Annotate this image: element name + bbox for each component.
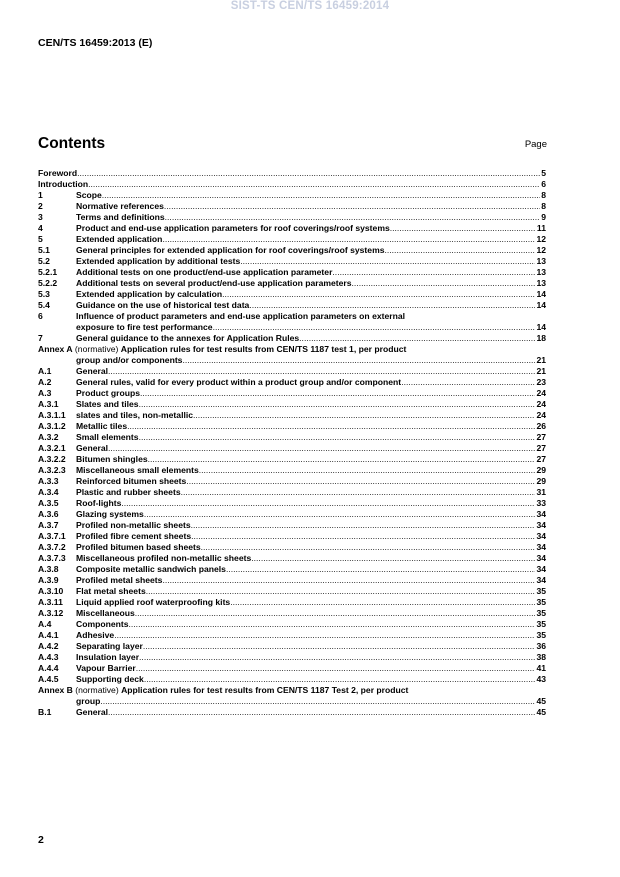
toc-entry-number: A.4.5 <box>38 674 59 684</box>
toc-entry-number: A.2 <box>38 377 52 387</box>
toc-leader-dots <box>144 509 536 520</box>
toc-leader-dots <box>77 168 540 179</box>
toc-leader-dots <box>108 366 535 377</box>
toc-entry-number: A.3.3 <box>38 476 59 486</box>
toc-entry-number: 5.2 <box>38 256 50 266</box>
toc-leader-dots <box>199 465 536 476</box>
toc-entry-page: 29 <box>536 465 546 475</box>
page-title: Contents <box>38 135 106 152</box>
toc-entry-page: 35 <box>536 630 546 640</box>
toc-entry-number: A.3.10 <box>38 586 64 596</box>
toc-entry[interactable] <box>38 476 546 487</box>
toc-entry[interactable] <box>38 663 546 674</box>
toc-entry[interactable] <box>38 564 546 575</box>
toc-leader-dots <box>249 300 535 311</box>
toc-entry-number: 2 <box>38 201 43 211</box>
toc-entry-number: 5 <box>38 234 43 244</box>
toc-entry-title: Guidance on the use of historical test data <box>76 300 250 310</box>
toc-entry[interactable] <box>38 190 546 201</box>
toc-entry-number: A.3.6 <box>38 509 59 519</box>
toc-leader-dots <box>182 355 535 366</box>
toc-leader-dots <box>162 234 535 245</box>
toc-entry-title: Scope <box>76 190 102 200</box>
toc-entry[interactable] <box>38 300 546 311</box>
toc-leader-dots <box>222 289 535 300</box>
page-column-label: Page <box>524 139 547 150</box>
toc-entry[interactable] <box>38 245 546 256</box>
toc-entry[interactable] <box>38 223 546 234</box>
toc-entry[interactable] <box>38 388 546 399</box>
toc-entry-number: A.3.7.2 <box>38 542 66 552</box>
toc-leader-dots <box>191 531 535 542</box>
toc-leader-dots <box>186 476 535 487</box>
toc-entry-title: Product groups <box>76 388 140 398</box>
toc-entry-page: 35 <box>536 608 546 618</box>
toc-entry-title: Extended application <box>76 234 163 244</box>
toc-entry[interactable] <box>38 179 546 190</box>
toc-entry-title: Plastic and rubber sheets <box>76 487 181 497</box>
toc-entry-normative: (normative) <box>72 685 122 695</box>
toc-entry-page: 45 <box>536 696 546 706</box>
toc-entry[interactable] <box>38 289 546 300</box>
toc-entry-title: Introduction <box>38 179 89 189</box>
toc-entry-number: A.3.7.3 <box>38 553 66 563</box>
toc-entry-title: Supporting deck <box>76 674 144 684</box>
toc-entry[interactable] <box>38 201 546 212</box>
toc-entry-normative: (normative) <box>72 344 121 354</box>
toc-entry-page: 14 <box>536 322 546 332</box>
toc-entry-title: Profiled bitumen based sheets <box>76 542 201 552</box>
toc-leader-dots <box>299 333 535 344</box>
toc-entry-title: General rules, valid for every product within a product group and/or component <box>76 377 402 387</box>
toc-entry-number: Annex A <box>38 344 73 354</box>
toc-entry-title: Insulation layer <box>76 652 140 662</box>
toc-leader-dots <box>143 641 536 652</box>
toc-entry-title: Slates and tiles <box>76 399 139 409</box>
toc-entry-title: Terms and definitions <box>76 212 165 222</box>
toc-entry-page: 27 <box>536 443 546 453</box>
toc-entry-number: A.3.9 <box>38 575 59 585</box>
toc-entry-number: A.3.4 <box>38 487 59 497</box>
toc-leader-dots <box>100 696 535 707</box>
toc-entry-number: A.3.2.2 <box>38 454 66 464</box>
toc-entry[interactable] <box>38 652 546 663</box>
toc-entry-page: 33 <box>536 498 546 508</box>
toc-entry-title: group <box>76 696 101 706</box>
toc-entry-page: 26 <box>536 421 546 431</box>
toc-entry-title: Normative references <box>76 201 164 211</box>
toc-entry-page: 8 <box>541 190 546 200</box>
toc-entry-title: Vapour Barrier <box>76 663 136 673</box>
toc-entry[interactable] <box>38 542 546 553</box>
toc-entry-title: Miscellaneous small elements <box>76 465 199 475</box>
toc-leader-dots <box>251 553 535 564</box>
toc-leader-dots <box>165 212 541 223</box>
toc-entry-number: 5.4 <box>38 300 50 310</box>
toc-entry-number: 3 <box>38 212 43 222</box>
toc-entry[interactable] <box>38 707 546 718</box>
toc-entry-title: Reinforced bitumen sheets <box>76 476 187 486</box>
toc-entry-page: 45 <box>536 707 546 717</box>
toc-entry-title: Profiled metal sheets <box>76 575 163 585</box>
toc-entry[interactable] <box>38 509 546 520</box>
watermark: SIST-TS CEN/TS 16459:2014 <box>230 0 390 12</box>
toc-leader-dots <box>108 707 535 718</box>
toc-entry-title: Adhesive <box>76 630 115 640</box>
toc-leader-dots <box>226 564 535 575</box>
toc-entry-page: 6 <box>541 179 546 189</box>
toc-entry[interactable] <box>38 410 546 421</box>
toc-leader-dots <box>139 432 536 443</box>
toc-entry-title: Bitumen shingles <box>76 454 148 464</box>
toc-entry-title: Additional tests on several product/end-use application parameters <box>76 278 352 288</box>
toc-entry-title: Product and end-use application parameters for roof coverings/roof systems <box>76 223 390 233</box>
toc-entry[interactable] <box>38 498 546 509</box>
toc-entry[interactable] <box>38 311 546 333</box>
toc-leader-dots <box>201 542 536 553</box>
toc-entry-page: 18 <box>536 333 546 343</box>
toc-entry-number: A.4.1 <box>38 630 59 640</box>
toc-entry-title: Extended application by calculation <box>76 289 223 299</box>
toc-entry-title: Glazing systems <box>76 509 144 519</box>
toc-entry-title-line1: Application rules for test results from CEN/TS 1187 Test 2, per product <box>121 685 409 695</box>
toc-entry-number: 5.3 <box>38 289 50 299</box>
toc-leader-dots <box>162 575 535 586</box>
toc-entry-number: 5.2.2 <box>38 278 58 288</box>
toc-entry-title: General principles for extended application for roof coverings/roof systems <box>76 245 385 255</box>
toc-entry-page: 27 <box>536 432 546 442</box>
toc-entry-number: 5.1 <box>38 245 50 255</box>
toc-entry-title-line1: Influence of product parameters and end-use application parameters on external <box>76 311 406 321</box>
toc-entry-page: 8 <box>541 201 546 211</box>
toc-entry[interactable] <box>38 531 546 542</box>
toc-entry-number: A.3.2 <box>38 432 59 442</box>
toc-leader-dots <box>181 487 536 498</box>
toc-entry[interactable] <box>38 608 546 619</box>
toc-entry-number: 5.2.1 <box>38 267 58 277</box>
toc-entry-title: Foreword <box>38 168 78 178</box>
toc-leader-dots <box>352 278 536 289</box>
toc-entry-number: A.4.4 <box>38 663 59 673</box>
toc-entry-number: 6 <box>38 311 43 321</box>
toc-entry-page: 38 <box>536 652 546 662</box>
toc-entry-page: 34 <box>536 531 546 541</box>
toc-leader-dots <box>230 597 535 608</box>
toc-entry-page: 13 <box>536 278 546 288</box>
toc-entry[interactable] <box>38 212 546 223</box>
toc-entry-title: Profiled non-metallic sheets <box>76 520 191 530</box>
toc-entry[interactable] <box>38 630 546 641</box>
toc-entry-page: 9 <box>541 212 546 222</box>
toc-entry[interactable] <box>38 454 546 465</box>
toc-entry[interactable] <box>38 465 546 476</box>
toc-entry-title: Miscellaneous profiled non-metallic sheets <box>76 553 252 563</box>
toc-leader-dots <box>144 674 536 685</box>
toc-entry-page: 35 <box>536 586 546 596</box>
table-of-contents <box>38 168 546 718</box>
toc-entry[interactable] <box>38 685 546 707</box>
toc-entry-page: 24 <box>536 399 546 409</box>
toc-leader-dots <box>129 619 536 630</box>
toc-leader-dots <box>213 322 536 333</box>
toc-entry-page: 34 <box>536 564 546 574</box>
toc-entry-page: 24 <box>536 410 546 420</box>
toc-entry-number: A.3.2.1 <box>38 443 66 453</box>
toc-entry-number: A.3.1.1 <box>38 410 66 420</box>
toc-leader-dots <box>135 608 536 619</box>
toc-leader-dots <box>88 179 540 190</box>
toc-leader-dots <box>191 520 536 531</box>
toc-entry-number: A.4.2 <box>38 641 59 651</box>
toc-entry[interactable] <box>38 619 546 630</box>
toc-entry[interactable] <box>38 421 546 432</box>
toc-entry-title: Profiled fibre cement sheets <box>76 531 192 541</box>
toc-entry-page: 21 <box>536 355 546 365</box>
toc-entry[interactable] <box>38 168 546 179</box>
toc-entry-title: Flat metal sheets <box>76 586 146 596</box>
toc-entry-page: 13 <box>536 256 546 266</box>
toc-entry-title: Additional tests on one product/end-use application parameter <box>76 267 333 277</box>
toc-entry-title: exposure to fire test performance <box>76 322 213 332</box>
toc-entry-number: A.3.12 <box>38 608 64 618</box>
toc-entry[interactable] <box>38 575 546 586</box>
toc-entry-page: 41 <box>536 663 546 673</box>
toc-entry-page: 43 <box>536 674 546 684</box>
toc-entry[interactable] <box>38 256 546 267</box>
toc-entry-number: 7 <box>38 333 43 343</box>
toc-entry-page: 34 <box>536 553 546 563</box>
toc-leader-dots <box>146 586 536 597</box>
toc-entry-page: 36 <box>536 641 546 651</box>
toc-entry[interactable] <box>38 399 546 410</box>
toc-entry-title: Extended application by additional tests <box>76 256 241 266</box>
toc-entry-title: Small elements <box>76 432 139 442</box>
toc-entry[interactable] <box>38 344 546 366</box>
toc-entry-title: General <box>76 443 109 453</box>
toc-entry[interactable] <box>38 377 546 388</box>
toc-entry[interactable] <box>38 366 546 377</box>
toc-entry[interactable] <box>38 443 546 454</box>
toc-leader-dots <box>164 201 540 212</box>
toc-entry-title: General <box>76 366 109 376</box>
toc-entry-page: 34 <box>536 520 546 530</box>
toc-entry[interactable] <box>38 597 546 608</box>
toc-entry-number: A.3.8 <box>38 564 59 574</box>
toc-entry-page: 13 <box>536 267 546 277</box>
toc-entry[interactable] <box>38 586 546 597</box>
toc-entry[interactable] <box>38 487 546 498</box>
toc-entry-number: A.3.1.2 <box>38 421 66 431</box>
toc-entry-page: 14 <box>536 300 546 310</box>
toc-entry-page: 35 <box>536 597 546 607</box>
toc-leader-dots <box>193 410 535 421</box>
toc-entry-title: group and/or components <box>76 355 183 365</box>
toc-leader-dots <box>148 454 536 465</box>
toc-entry-number: A.4.3 <box>38 652 59 662</box>
toc-entry-page: 11 <box>536 223 546 233</box>
toc-entry-number: A.4 <box>38 619 52 629</box>
toc-entry-title: Components <box>76 619 129 629</box>
toc-entry[interactable] <box>38 520 546 531</box>
toc-entry[interactable] <box>38 641 546 652</box>
toc-leader-dots <box>390 223 536 234</box>
toc-entry-title: Metallic tiles <box>76 421 128 431</box>
toc-entry-title: Miscellaneous <box>76 608 135 618</box>
toc-entry-title-line1: Application rules for test results from CEN/TS 1187 test 1, per product <box>120 344 407 354</box>
toc-entry[interactable] <box>38 278 546 289</box>
toc-leader-dots <box>139 652 535 663</box>
toc-entry-number: A.3 <box>38 388 52 398</box>
toc-entry[interactable] <box>38 432 546 443</box>
toc-entry-page: 12 <box>536 245 546 255</box>
toc-entry-number: Annex B <box>38 685 73 695</box>
toc-entry-title: Roof-lights <box>76 498 122 508</box>
toc-leader-dots <box>401 377 535 388</box>
toc-entry[interactable] <box>38 234 546 245</box>
toc-entry[interactable] <box>38 553 546 564</box>
toc-entry-page: 34 <box>536 542 546 552</box>
toc-leader-dots <box>136 663 536 674</box>
toc-entry-number: A.3.5 <box>38 498 59 508</box>
toc-leader-dots <box>108 443 535 454</box>
toc-entry-title: Composite metallic sandwich panels <box>76 564 226 574</box>
toc-leader-dots <box>332 267 535 278</box>
toc-entry-page: 34 <box>536 509 546 519</box>
toc-entry-page: 21 <box>536 366 546 376</box>
toc-entry-number: 1 <box>38 190 43 200</box>
toc-leader-dots <box>114 630 535 641</box>
toc-entry-number: B.1 <box>38 707 52 717</box>
toc-entry-title: Separating layer <box>76 641 143 651</box>
toc-entry-number: A.1 <box>38 366 52 376</box>
toc-leader-dots <box>102 190 540 201</box>
toc-entry-page: 23 <box>536 377 546 387</box>
toc-entry-page: 27 <box>536 454 546 464</box>
toc-entry-number: A.3.1 <box>38 399 59 409</box>
page-number: 2 <box>38 834 44 846</box>
toc-leader-dots <box>140 388 535 399</box>
toc-entry-number: A.3.7 <box>38 520 59 530</box>
toc-entry-page: 5 <box>541 168 546 178</box>
toc-leader-dots <box>121 498 535 509</box>
toc-entry-page: 35 <box>536 619 546 629</box>
toc-entry-title: General guidance to the annexes for Application Rules <box>76 333 300 343</box>
toc-entry-page: 29 <box>536 476 546 486</box>
toc-leader-dots <box>127 421 535 432</box>
toc-entry-title: Liquid applied roof waterproofing kits <box>76 597 231 607</box>
toc-entry-page: 14 <box>536 289 546 299</box>
toc-entry-number: A.3.7.1 <box>38 531 66 541</box>
toc-entry-title: slates and tiles, non-metallic <box>76 410 194 420</box>
document-id: CEN/TS 16459:2013 (E) <box>38 37 153 49</box>
toc-leader-dots <box>385 245 536 256</box>
toc-entry-page: 24 <box>536 388 546 398</box>
toc-entry-number: 4 <box>38 223 43 233</box>
toc-entry-title: General <box>76 707 109 717</box>
toc-entry-page: 31 <box>536 487 546 497</box>
toc-entry-number: A.3.11 <box>38 597 63 607</box>
toc-leader-dots <box>139 399 536 410</box>
toc-entry-page: 12 <box>536 234 546 244</box>
toc-leader-dots <box>240 256 535 267</box>
toc-entry-number: A.3.2.3 <box>38 465 66 475</box>
toc-entry-page: 34 <box>536 575 546 585</box>
toc-entry[interactable] <box>38 333 546 344</box>
toc-entry[interactable] <box>38 674 546 685</box>
toc-entry[interactable] <box>38 267 546 278</box>
